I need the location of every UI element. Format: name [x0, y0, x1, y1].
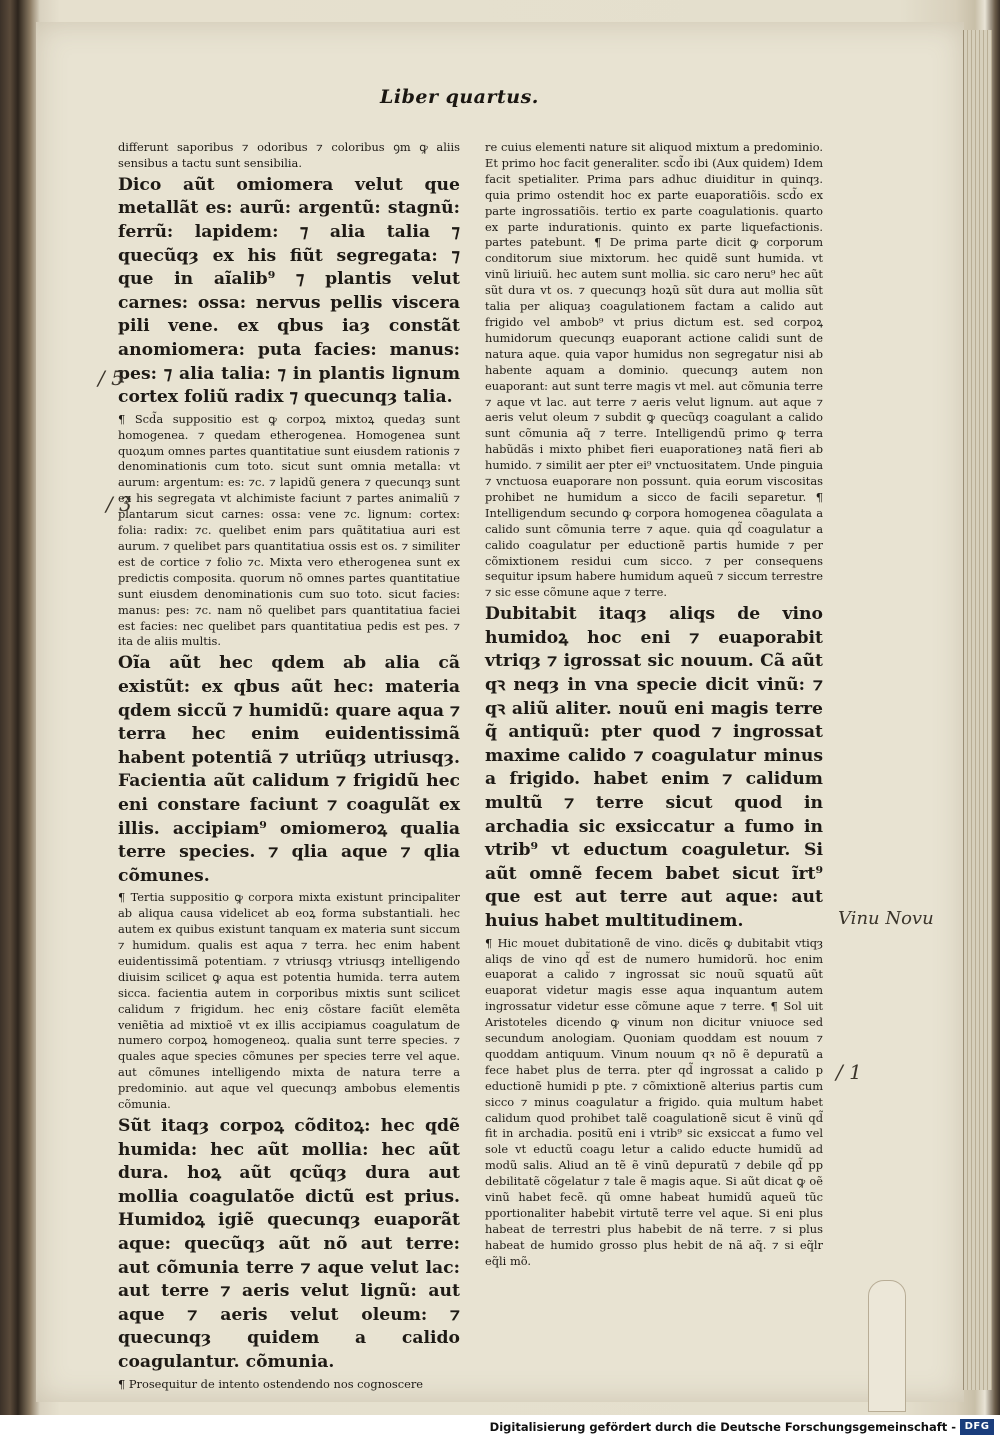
left-text-column [118, 140, 460, 1392]
left-paragraph-3: ¶ Scd̃a suppositio est ꝙ corpoꝝ mixtoꝝ quedaȝ sunt homogenea. ⁊ quedam etherogenea. Homogenea sunt quoꝝum omnes partes quantitatiue sunt eiusdem rationis ⁊ denominationis cum toto. sicut sunt omnia metalla: vt aurum: argentum: es: ⁊c. ⁊ lapidũ genera ⁊ quecunqȝ sunt ex his segregata vt alchimiste faciunt ⁊ partes animaliũ ⁊ plantarum sicut carnes: ossa: vene ⁊c. lignum: cortex: folia: radix: ⁊c. quelibet enim pars quãtitatiua auri est aurum. ⁊ quelibet pars quantitatiua ossis est os. ⁊ similiter est de cortice ⁊ folio ⁊c. Mixta vero etherogenea sunt ex predictis composita. quorum nõ omnes partes quantitatiue sunt eiusdem denominationis cum suo toto. sicut facies: manus: pes: ⁊c. nam nõ quelibet pars quantitatiua faciei est facies: nec quelibet pars quantitatiua pedis est pes. ⁊ ita de aliis multis. [118, 411, 460, 649]
left-paragraph-6: Sũt itaqȝ corpoꝝ cõditoꝝ: hec qdẽ humida: hec aũt mollia: hec aũt dura. hoꝝ aũt qcũqȝ dura aut mollia coagulatõe dictũ est prius. Humidoꝝ igiẽ quecunqȝ euaporãt aque: quecũqȝ aũt nõ aut terre: aut cõmunia terre ⁊ aque velut lac: aut terre ⁊ aeris velut lignũ: aut aque ⁊ aeris velut oleum: ⁊ quecunqȝ quidem a calido coagulantur. cõmunia. [118, 1115, 460, 1372]
left-paragraph-4: Oĩa aũt hec qdem ab alia cã existũt: ex qbus aũt hec: materia qdem siccũ ⁊ humidũ: quare aqua ⁊ terra hec enim euidentissimã habent potentiã ⁊ utriũqȝ utriusqȝ. Facientia aũt calidum ⁊ frigidũ hec eni constare faciunt ⁊ coagulãt ex illis. accipiam⁹ omiomeroꝝ qualia terre species. ⁊ qlia aque ⁊ qlia cõmunes. [118, 653, 460, 886]
page-tab-marker [868, 1280, 906, 1412]
left-paragraph-1: differunt saporibus ⁊ odoribus ⁊ coloribus ꝯm ꝙ aliis sensibus a tactu sunt sensibilia. [118, 140, 460, 170]
running-head: Liber quartus. [380, 86, 539, 108]
page-edges [963, 30, 992, 1390]
left-paragraph-7: ¶ Prosequitur de intento ostendendo nos cognoscere [118, 1376, 424, 1391]
margin-note-right-2: / 1 [836, 1060, 862, 1084]
margin-note-left-1: / 5 [98, 366, 124, 390]
right-text-column [485, 140, 823, 1270]
funding-text: Digitalisierung gefördert durch die Deutsche Forschungsgemeinschaft - [489, 1420, 956, 1434]
margin-note-left-2: / 3 [106, 492, 132, 516]
left-paragraph-5: ¶ Tertia suppositio ꝙ corpora mixta existunt principaliter ab aliqua causa videlicet ab eoꝝ forma substantiali. hec autem ex quibus existunt tanquam ex materia sunt siccum ⁊ humidum. qualis est aqua ⁊ terra. hec enim habent euidentissimã potentiam. ⁊ vtriusqȝ vtriusqȝ intelligendo diuisim scilicet ꝙ aqua est potentia humida. terra autem sicca. facientia autem in corporibus mixtis sunt scilicet calidum ⁊ frigidum. hec eniȝ cõstare faciũt elemẽta veniẽtia ad mixtioẽ vt ex illis accipiamus coagulatum de numero corpoꝝ homogeneoꝝ. qualia sunt terre species. ⁊ quales aque species cõmunes per species terre vel aque. aut cõmunes intelligendo mixta de natura terre a predominio. aut aque vel quecunqȝ ambobus elementis cõmunia. [118, 890, 460, 1112]
right-paragraph-2: Dubitabit itaqȝ aliqs de vino humidoꝝ hoc eni ⁊ euaporabit vtriqȝ ⁊ igrossat sic nouum. Cã aũt qꝛ neqȝ in vna specie dicit vinũ: ⁊ qꝛ aliũ aliter. nouũ eni magis terre q̃ antiquũ: pter quod ⁊ ingrossat maxime calido ⁊ coagulatur minus a frigido. habet enim ⁊ calidum multũ ⁊ terre sicut quod in archadia sic exsiccatur a fumo in vtrib⁹ vt eductum coaguletur. Si aũt omnẽ fecem babet sicut ĩrt⁹ que est aut terre aut aque: aut huius habet multitudinem. [485, 604, 823, 931]
dfg-logo: DFG [960, 1419, 994, 1435]
footer-bar [0, 1415, 1000, 1441]
left-paragraph-2: Dico aũt omiomera velut que metallãt es: aurũ: argentũ: stagnũ: ferrũ: lapidem: ⁊ alia talia ⁊ quecũqȝ ex his fiũt segregata: ⁊ que in aĩalib⁹ ⁊ plantis velut carnes: ossa: nervus pellis viscera pili vene. ex qbus iaȝ constãt anomiomera: puta facies: manus: pes: ⁊ alia talia: ⁊ in plantis lignum cortex foliũ radix ⁊ quecunqȝ talia. [118, 174, 460, 408]
right-paragraph-3: ¶ Hic mouet dubitationẽ de vino. dicẽs ꝙ dubitabit vtiqȝ aliqs de vino qd̃ est de numero humidorũ. hoc enim euaporat a calido ⁊ ingrossat sic nouũ squatũ aũt euaporat videtur magis esse aqua inquantum autem ingrossatur videtur esse cõmune aque ⁊ terre. ¶ Sol uit Aristoteles dicendo ꝙ vinum non dicitur vniuoce sed secundum anologiam. Quoniam quoddam est nouum ⁊ quoddam antiquum. Vinum nouum qꝛ nõ ẽ depuratũ a fece habet plus de terra. pter qd̃ ingrossat a calido p eductionẽ humidi p pte. ⁊ cõmixtionẽ alterius partis cum sicco ⁊ minus coagulatur a frigido. quia multum habet calidum quod prohibet talẽ coagulationẽ sicut ẽ vinũ qd̃ fit in archadia. positũ eni i vtrib⁹ sic exsiccat a fumo vel sole vt eductũ coagu letur a calido educte humidũ ad modũ salis. Aliud an tẽ ẽ vinũ depuratũ ⁊ debile qd̃ pp debilitatẽ cõgelatur ⁊ tale ẽ magis aque. Si aũt dicat ꝙ oẽ vinũ habet fecẽ. qũ omne habeat humidũ aqueũ tũc pportionaliter habebit virtutẽ terre vel aque. Si eni plus habeat de terrestri plus habebit de nã terre. ⁊ si plus habeat de humido grosso plus hebit de nã aq̃. ⁊ si eq̃lr eq̃li mõ. [485, 935, 823, 1268]
margin-note-right-1: Vinu Novu [838, 908, 934, 929]
right-paragraph-1: re cuius elementi nature sit aliquod mixtum a predominio. Et primo hoc facit generaliter. scd̃o ibi (Aux quidem) Idem facit spetialiter. Prima pars adhuc diuiditur in quinqȝ. quia primo ostendit hoc ex parte euaporatiõis. scd̃o ex parte ingrossatiõis. tertio ex parte coagulationis. quarto ex parte indurationis. quinto ex parte liquefactionis. partes patebunt. ¶ De prima parte dicit ꝙ corporum conditorum siue mixtorum. hec quidẽ sunt humida. vt vinũ liriuiũ. hec autem sunt mollia. sic caro neru⁹ hec aũt sũt dura vt os. ⁊ quecunqȝ hoꝝũ sũt dura aut mollia sũt talia per aliquaȝ coagulationem factam a calido aut frigido vel ambob⁹ vt prius dictum est. sed corpoꝝ humidorum quecunqȝ euaporant actione calidi sunt de natura aque. quia vapor humidus non segregatur nisi ab habente aquam a dominio. quecunqȝ autem non euaporant: aut sunt terre magis vt mel. aut cõmunia terre ⁊ aque vt lac. aut terre ⁊ aeris velut lignum. aut aque ⁊ aeris velut oleum ⁊ subdit ꝙ quecũqȝ coagulant a calido sunt cõmunia aq̃ ⁊ terre. Intelligendũ primo ꝙ terra habũdãs i mixto phibet fieri euaporationeȝ natã fieri ab humido. ⁊ similit aer pter ei⁹ vnctuositatem. Unde pinguia ⁊ vnctuosa euaporare non possunt. quia eorum viscositas prohibet ne humidum a sicco de facili separetur. ¶ Intelligendum secundo ꝙ corpora homogenea cõagulata a calido sunt cõmunia terre ⁊ aque. quia qd̃ coagulatur a calido coagulatur per eductionẽ partis humide ⁊ per cõmixtionem residui cum sicco. ⁊ per consequens sequitur ipsum habere humidum aqueũ ⁊ siccum terrestre ⁊ sic esse cõmune aque ⁊ terre. [485, 140, 823, 600]
